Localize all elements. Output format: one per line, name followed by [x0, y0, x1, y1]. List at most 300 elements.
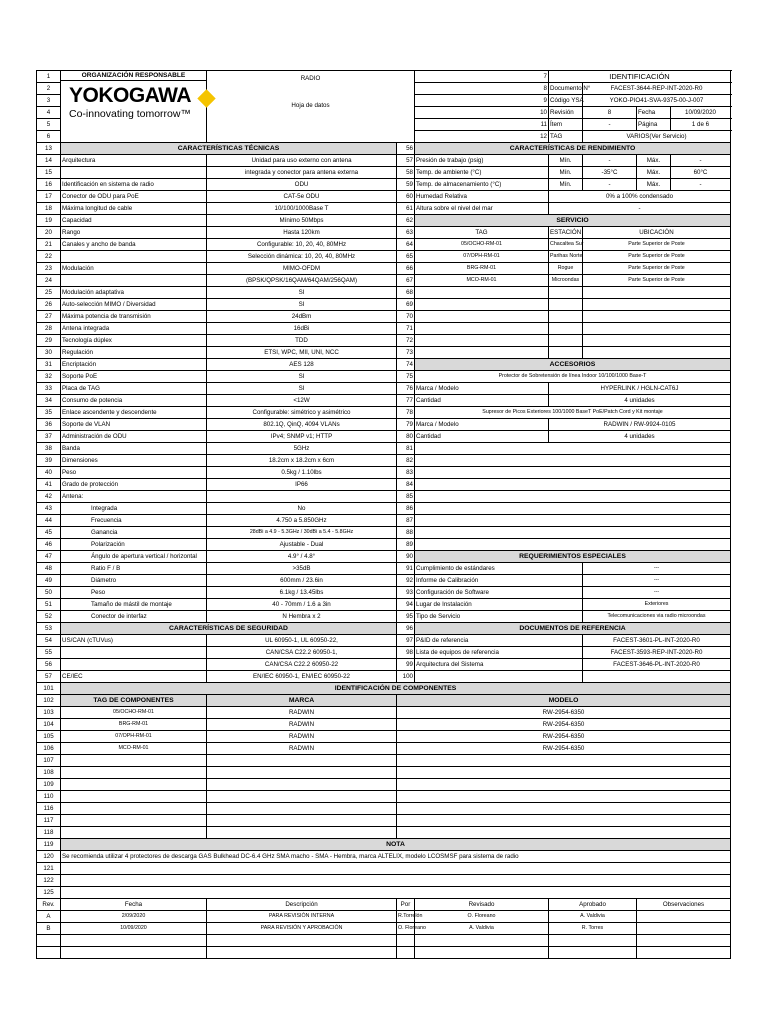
- row-number: 61: [397, 203, 415, 215]
- spec-value: Ajustable - Dual: [207, 539, 397, 551]
- empty-cell: [207, 803, 397, 815]
- empty-cell: [207, 815, 397, 827]
- row-number: 14: [37, 155, 61, 167]
- spec-value: Selección dinámica: 10, 20, 40, 80MHz: [207, 251, 397, 263]
- empty-cell: [583, 335, 731, 347]
- sheet-row: [37, 623, 731, 635]
- row-number: 73: [397, 347, 415, 359]
- row-number: 102: [37, 695, 61, 707]
- sheet-row: [37, 887, 731, 899]
- empty-cell: [415, 491, 731, 503]
- spec-value: SI: [207, 383, 397, 395]
- row-number: 30: [37, 347, 61, 359]
- spec-label: Integrada: [61, 503, 207, 515]
- empty-cell: [397, 767, 731, 779]
- col-header: MODELO: [397, 695, 731, 707]
- max-value: -: [671, 179, 731, 191]
- sheet-row: [37, 779, 731, 791]
- row-number: 97: [397, 635, 415, 647]
- sheet-row: [37, 347, 731, 359]
- section-heading: DOCUMENTOS DE REFERENCIA: [415, 623, 731, 635]
- spec-label: Grado de protección: [61, 479, 207, 491]
- sheet-row: [37, 551, 731, 563]
- spec-value: CAN/CSA C22.2 60950-22: [207, 659, 397, 671]
- row-number: 72: [397, 335, 415, 347]
- empty-cell: [61, 791, 207, 803]
- empty-cell: [415, 935, 549, 947]
- row-number: 50: [37, 587, 61, 599]
- spec-value: 4.9° / 4.8°: [207, 551, 397, 563]
- datasheet: [36, 70, 730, 963]
- max-value: 60°C: [671, 167, 731, 179]
- empty-cell: [207, 935, 397, 947]
- field-label: Fecha: [637, 107, 671, 119]
- row-number: 118: [37, 827, 61, 839]
- row-number: 31: [37, 359, 61, 371]
- note-text: Se recomienda utilizar 4 protectores de descarga GAS Bulkhead DC-6.4 GHz SMA macho - SMA - Hembra, marca ALTELIX, modelo LCOSMSF para sistema de radio: [61, 851, 731, 863]
- row-number: 121: [37, 863, 61, 875]
- revision-by: O. Floreano: [397, 923, 415, 935]
- spec-label: Polarización: [61, 539, 207, 551]
- row-number: 45: [37, 527, 61, 539]
- empty-cell: [61, 803, 207, 815]
- row-number: 43: [37, 503, 61, 515]
- sheet-row: [37, 395, 731, 407]
- row-number: 23: [37, 263, 61, 275]
- sheet-row: [37, 695, 731, 707]
- spec-value: ETSI, WPC, MII, UNI, NCC: [207, 347, 397, 359]
- datasheet-table: [36, 70, 731, 959]
- spec-label: Conector de ODU para PoE: [61, 191, 207, 203]
- row-number: 16: [37, 179, 61, 191]
- row-number: 63: [397, 227, 415, 239]
- spec-value: 5GHz: [207, 443, 397, 455]
- spec-label: Máxima potencia de transmisión: [61, 311, 207, 323]
- row-number: 116: [37, 803, 61, 815]
- components-heading: IDENTIFICACIÓN DE COMPONENTES: [61, 683, 731, 695]
- row-number: 3: [37, 95, 61, 107]
- sheet-row: [37, 491, 731, 503]
- revision-date: 10/09/2020: [61, 923, 207, 935]
- row-number: 9: [415, 95, 549, 107]
- revision-by: R.Torrelón: [397, 911, 415, 923]
- spec-value: SI: [207, 287, 397, 299]
- row-number: 47: [37, 551, 61, 563]
- empty-cell: [207, 947, 397, 959]
- empty-cell: [415, 443, 731, 455]
- reference-value: FACEST-3593-REP-INT-2020-R0: [583, 647, 731, 659]
- empty-cell: [549, 935, 637, 947]
- component-model: RW-2954-6350: [397, 731, 731, 743]
- row-number: 6: [37, 131, 61, 143]
- sheet-row: [37, 947, 731, 959]
- row-number: 24: [37, 275, 61, 287]
- row-number: 104: [37, 719, 61, 731]
- logo-block: [61, 71, 207, 143]
- row-number: 33: [37, 383, 61, 395]
- col-header: Observaciones: [637, 899, 731, 911]
- row-number: 15: [37, 167, 61, 179]
- special-label: Cumplimiento de estándares: [415, 563, 583, 575]
- col-header: TAG: [415, 227, 549, 239]
- reference-label: Arquitectura del Sistema: [415, 659, 583, 671]
- sheet-row: [37, 371, 731, 383]
- row-number: 37: [37, 431, 61, 443]
- component-tag: 07/OPH-RM-01: [61, 731, 207, 743]
- perf-label: Presión de trabajo (psig): [415, 155, 549, 167]
- service-tag: 05/OCHO-RM-01: [415, 239, 549, 251]
- empty-cell: [61, 875, 731, 887]
- row-number: 57: [37, 671, 61, 683]
- row-number: 42: [37, 491, 61, 503]
- max-value: -: [671, 155, 731, 167]
- service-location: Parte Superior de Poste: [583, 251, 731, 263]
- max-label: Máx.: [637, 179, 671, 191]
- row-number: 90: [397, 551, 415, 563]
- spec-value: Unidad para uso externo con antena: [207, 155, 397, 167]
- spec-label: [61, 659, 207, 671]
- empty-cell: [549, 299, 583, 311]
- row-number: 79: [397, 419, 415, 431]
- sheet-row: [37, 179, 731, 191]
- sheet-row: [37, 923, 731, 935]
- row-number: 68: [397, 287, 415, 299]
- spec-label: [61, 647, 207, 659]
- component-model: RW-2954-6350: [397, 719, 731, 731]
- row-number: 108: [37, 767, 61, 779]
- perf-value: 0% a 100% condensado: [549, 191, 731, 203]
- special-label: Informe de Calibración: [415, 575, 583, 587]
- field-label: Documento N°: [549, 83, 583, 95]
- row-number: 21: [37, 239, 61, 251]
- spec-value: No: [207, 503, 397, 515]
- field-label: TAG: [549, 131, 583, 143]
- row-number: 91: [397, 563, 415, 575]
- sheet-row: [37, 743, 731, 755]
- spec-value: 6.1kg / 13.45lbs: [207, 587, 397, 599]
- row-number: 49: [37, 575, 61, 587]
- field-value: 10/09/2020: [671, 107, 731, 119]
- note-heading: NOTA: [61, 839, 731, 851]
- sheet-row: [37, 791, 731, 803]
- row-number: 71: [397, 323, 415, 335]
- row-number: 44: [37, 515, 61, 527]
- row-number: 20: [37, 227, 61, 239]
- empty-cell: [397, 947, 415, 959]
- row-number: 1: [37, 71, 61, 83]
- row-number: 57: [397, 155, 415, 167]
- sheet-row: [37, 875, 731, 887]
- row-number: 94: [397, 599, 415, 611]
- spec-label: Placa de TAG: [61, 383, 207, 395]
- spec-label: US/CAN (cTUVus): [61, 635, 207, 647]
- component-model: RW-2954-6350: [397, 707, 731, 719]
- row-number: 85: [397, 491, 415, 503]
- sheet-row: [37, 335, 731, 347]
- row-number: 36: [37, 419, 61, 431]
- reference-label: P&ID de referencia: [415, 635, 583, 647]
- spec-label: Soporte PoE: [61, 371, 207, 383]
- row-number: 70: [397, 311, 415, 323]
- spec-label: Antena integrada: [61, 323, 207, 335]
- row-number: 55: [37, 647, 61, 659]
- spec-value: 16dBi: [207, 323, 397, 335]
- sheet-row: [37, 311, 731, 323]
- sheet-row: [37, 323, 731, 335]
- sheet-row: [37, 155, 731, 167]
- col-header: MARCA: [207, 695, 397, 707]
- accessory-value: 4 unidades: [549, 395, 731, 407]
- row-number: 125: [37, 887, 61, 899]
- spec-label: Modulación adaptativa: [61, 287, 207, 299]
- empty-cell: [207, 791, 397, 803]
- row-number: 122: [37, 875, 61, 887]
- row-number: 39: [37, 455, 61, 467]
- empty-cell: [415, 947, 549, 959]
- section-heading: CARACTERÍSTICAS DE RENDIMIENTO: [415, 143, 731, 155]
- row-number: 38: [37, 443, 61, 455]
- field-value: -: [583, 119, 637, 131]
- row-number: 32: [37, 371, 61, 383]
- spec-label: Soporte de VLAN: [61, 419, 207, 431]
- spec-value: SI: [207, 371, 397, 383]
- spec-value: 18.2cm x 18.2cm x 6cm: [207, 455, 397, 467]
- service-station: Chacaltea Sur: [549, 239, 583, 251]
- perf-value: -: [549, 203, 731, 215]
- spec-label: Diámetro: [61, 575, 207, 587]
- empty-cell: [583, 299, 731, 311]
- spec-value: N Hembra x 2: [207, 611, 397, 623]
- special-value: Exteriores: [583, 599, 731, 611]
- spec-value: <12W: [207, 395, 397, 407]
- field-value: YOKO-PIO41-SVA-9375-00-J-007: [583, 95, 731, 107]
- empty-cell: [37, 935, 61, 947]
- col-header: Rev.: [37, 899, 61, 911]
- row-number: 35: [37, 407, 61, 419]
- col-header: Revisado: [415, 899, 549, 911]
- service-location: Parte Superior de Poste: [583, 275, 731, 287]
- empty-cell: [207, 779, 397, 791]
- sheet-row: [37, 215, 731, 227]
- row-number: 12: [415, 131, 549, 143]
- revision-letter: A: [37, 911, 61, 923]
- spec-label: Dimensiones: [61, 455, 207, 467]
- row-number: 10: [415, 107, 549, 119]
- reference-value: FACEST-3646-PL-INT-2020-R0: [583, 659, 731, 671]
- reference-label: Lista de equipos de referencia: [415, 647, 583, 659]
- spec-label: Conector de interfaz: [61, 611, 207, 623]
- min-label: Mín.: [549, 179, 583, 191]
- empty-cell: [61, 887, 731, 899]
- col-header: Por: [397, 899, 415, 911]
- empty-cell: [549, 947, 637, 959]
- sheet-row: [37, 503, 731, 515]
- field-label: Revisión: [549, 107, 583, 119]
- revision-date: 2/09/2020: [61, 911, 207, 923]
- spec-value: 10/100/1000Base T: [207, 203, 397, 215]
- spec-value: Configurable: 10, 20, 40, 80MHz: [207, 239, 397, 251]
- empty-cell: [61, 863, 731, 875]
- row-number: 8: [415, 83, 549, 95]
- empty-cell: [61, 935, 207, 947]
- yokogawa-logo: YOKOGAWA: [69, 84, 192, 107]
- sheet-row: [37, 827, 731, 839]
- row-number: 67: [397, 275, 415, 287]
- row-number: 28: [37, 323, 61, 335]
- spec-label: Capacidad: [61, 215, 207, 227]
- field-value: 8: [583, 107, 637, 119]
- section-heading: SERVICIO: [415, 215, 731, 227]
- perf-label: Humedad Relativa: [415, 191, 549, 203]
- row-number: 48: [37, 563, 61, 575]
- row-number: 27: [37, 311, 61, 323]
- service-station: Parihas Norte: [549, 251, 583, 263]
- sheet-row: [37, 611, 731, 623]
- empty-cell: [61, 815, 207, 827]
- empty-cell: [397, 791, 731, 803]
- sheet-row: [37, 683, 731, 695]
- sheet-row: [37, 407, 731, 419]
- sheet-row: [37, 527, 731, 539]
- special-value: Telecomunicaciones via radio microondas: [583, 611, 731, 623]
- spec-label: [61, 167, 207, 179]
- max-label: Máx.: [637, 167, 671, 179]
- empty-cell: [583, 347, 731, 359]
- row-number: 65: [397, 251, 415, 263]
- row-number: 19: [37, 215, 61, 227]
- spec-value: TDD: [207, 335, 397, 347]
- col-header: TAG DE COMPONENTES: [61, 695, 207, 707]
- row-number: 101: [37, 683, 61, 695]
- component-brand: RADWIN: [207, 731, 397, 743]
- spec-label: Antena:: [61, 491, 207, 503]
- component-tag: BRG-RM-01: [61, 719, 207, 731]
- empty-cell: [61, 947, 207, 959]
- spec-value: integrada y conector para antena externa: [207, 167, 397, 179]
- min-label: Mín.: [549, 155, 583, 167]
- sheet-row: [37, 707, 731, 719]
- empty-cell: [415, 527, 731, 539]
- empty-cell: [397, 815, 731, 827]
- sheet-row: [37, 359, 731, 371]
- spec-value: SI: [207, 299, 397, 311]
- sheet-row: [37, 899, 731, 911]
- spec-value: Configurable: simétrico y asimétrico: [207, 407, 397, 419]
- sheet-row: [37, 275, 731, 287]
- sheet-row: [37, 299, 731, 311]
- spec-label: Encriptación: [61, 359, 207, 371]
- row-number: 95: [397, 611, 415, 623]
- empty-cell: [549, 347, 583, 359]
- special-value: ---: [583, 587, 731, 599]
- service-tag: MCO-RM-01: [415, 275, 549, 287]
- revision-reviewed: A. Valdivia: [415, 923, 549, 935]
- identification-heading: IDENTIFICACIÓN: [549, 71, 731, 83]
- accessory-value: HYPERLINK / HGLN-CAT6J: [549, 383, 731, 395]
- row-number: 52: [37, 611, 61, 623]
- row-number: 4: [37, 107, 61, 119]
- special-label: Configuración de Software: [415, 587, 583, 599]
- sheet-row: [37, 863, 731, 875]
- empty-cell: [207, 767, 397, 779]
- row-number: 56: [37, 659, 61, 671]
- row-number: 11: [415, 119, 549, 131]
- row-number: 60: [397, 191, 415, 203]
- sheet-row: [37, 803, 731, 815]
- sheet-row: [37, 911, 731, 923]
- row-number: 82: [397, 455, 415, 467]
- field-value: FACEST-3644-REP-INT-2020-R0: [583, 83, 731, 95]
- doc-title: RADIO: [300, 75, 321, 82]
- service-tag: BRG-RM-01: [415, 263, 549, 275]
- spec-value: EN/IEC 60950-1, EN/IEC 60950-22: [207, 671, 397, 683]
- accessory-title: Supresor de Picos Exteriores 100/1000 BaseT PoE/Patch Cord y Kit montaje: [415, 407, 731, 419]
- spec-value: UL 60950-1, UL 60950-22,: [207, 635, 397, 647]
- spec-label: Regulación: [61, 347, 207, 359]
- sheet-row: [37, 659, 731, 671]
- row-number: 29: [37, 335, 61, 347]
- accessory-value: 4 unidades: [549, 431, 731, 443]
- row-number: 56: [397, 143, 415, 155]
- perf-label: Altura sobre el nivel del mar: [415, 203, 549, 215]
- empty-cell: [415, 539, 731, 551]
- spec-label: Administración de ODU: [61, 431, 207, 443]
- sheet-row: [37, 755, 731, 767]
- reference-value: [583, 671, 731, 683]
- row-number: 105: [37, 731, 61, 743]
- spec-label: Arquitectura: [61, 155, 207, 167]
- spec-value: 24dBm: [207, 311, 397, 323]
- row-number: 120: [37, 851, 61, 863]
- revision-letter: B: [37, 923, 61, 935]
- row-number: 75: [397, 371, 415, 383]
- col-header: ESTACIÓN: [549, 227, 583, 239]
- sheet-row: [37, 251, 731, 263]
- component-model: RW-2954-6350: [397, 743, 731, 755]
- spec-label: [61, 251, 207, 263]
- title-block: [207, 71, 415, 143]
- spec-label: Auto-selección MIMO / Diversidad: [61, 299, 207, 311]
- row-number: 87: [397, 515, 415, 527]
- accessory-label: Marca / Modelo: [415, 419, 549, 431]
- row-number: 84: [397, 479, 415, 491]
- reference-value: FACEST-3601-PL-INT-2020-R0: [583, 635, 731, 647]
- sheet-row: [37, 647, 731, 659]
- row-number: 62: [397, 215, 415, 227]
- sheet-row: [37, 671, 731, 683]
- sheet-row: [37, 419, 731, 431]
- spec-value: IPv4; SNMP v1; HTTP: [207, 431, 397, 443]
- col-header: Fecha: [61, 899, 207, 911]
- sheet-row: [37, 191, 731, 203]
- empty-cell: [415, 347, 549, 359]
- empty-cell: [61, 779, 207, 791]
- sheet-row: [37, 239, 731, 251]
- empty-cell: [583, 287, 731, 299]
- empty-cell: [61, 827, 207, 839]
- row-number: 119: [37, 839, 61, 851]
- accessory-label: Cantidad: [415, 395, 549, 407]
- component-tag: 05/OCHO-RM-01: [61, 707, 207, 719]
- row-number: 77: [397, 395, 415, 407]
- spec-label: Consumo de potencia: [61, 395, 207, 407]
- empty-cell: [583, 311, 731, 323]
- row-number: 7: [415, 71, 549, 83]
- empty-cell: [637, 935, 731, 947]
- row-number: 98: [397, 647, 415, 659]
- spec-label: Tamaño de mástil de montaje: [61, 599, 207, 611]
- min-value: -: [583, 179, 637, 191]
